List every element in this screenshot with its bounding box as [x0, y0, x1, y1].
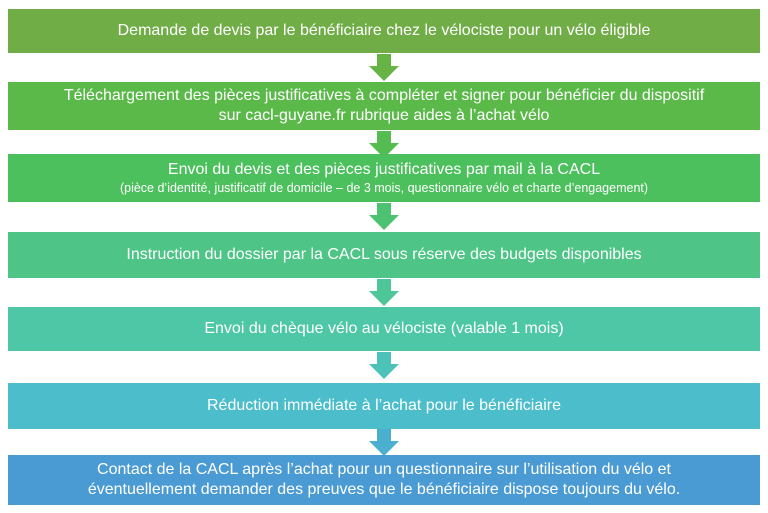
- step-1-text: Demande de devis par le bénéficiaire chez le vélociste pour un vélo éligible: [117, 22, 651, 39]
- step-4-file-review: [8, 232, 760, 278]
- step-5-text: Envoi du chèque vélo au vélociste (valable 1 mois): [204, 320, 564, 337]
- step-1-quote-request: [8, 9, 760, 53]
- arrow-1: [369, 54, 399, 81]
- arrow-down-icon: [369, 429, 399, 456]
- arrow-6: [369, 429, 399, 456]
- step-3-text: Envoi du devis et des pièces justificatives par mail à la CACL: [167, 161, 601, 178]
- arrow-3: [369, 203, 399, 230]
- arrow-5: [369, 352, 399, 379]
- arrow-down-icon: [369, 352, 399, 379]
- arrow-down-icon: [369, 203, 399, 230]
- step-6-immediate-discount: [8, 383, 760, 429]
- step-7-text: Contact de la CACL après l’achat pour un questionnaire sur l’utilisation du vélo et éventuellement demander des preuves que le bénéficiaire dispose toujours du vélo.: [87, 461, 681, 498]
- step-4-text: Instruction du dossier par la CACL sous réserve des budgets disponibles: [126, 246, 642, 263]
- arrow-down-icon: [369, 279, 399, 306]
- arrow-4: [369, 279, 399, 306]
- step-5-voucher-sent: [8, 307, 760, 351]
- step-3-send-by-mail: [8, 154, 760, 202]
- step-3-subtext: (pièce d’identité, justificatif de domicile – de 3 mois, questionnaire vélo et charte d’engagement): [119, 181, 649, 195]
- step-7-follow-up-contact: [8, 455, 760, 505]
- step-6-text: Réduction immédiate à l’achat pour le bénéficiaire: [207, 397, 561, 414]
- arrow-down-icon: [369, 54, 399, 81]
- step-2-text: Téléchargement des pièces justificatives à compléter et signer pour bénéficier du dispositif sur cacl-guyane.fr rubrique aides à l’achat vélo: [63, 87, 705, 124]
- step-2-documents-download: [8, 82, 760, 130]
